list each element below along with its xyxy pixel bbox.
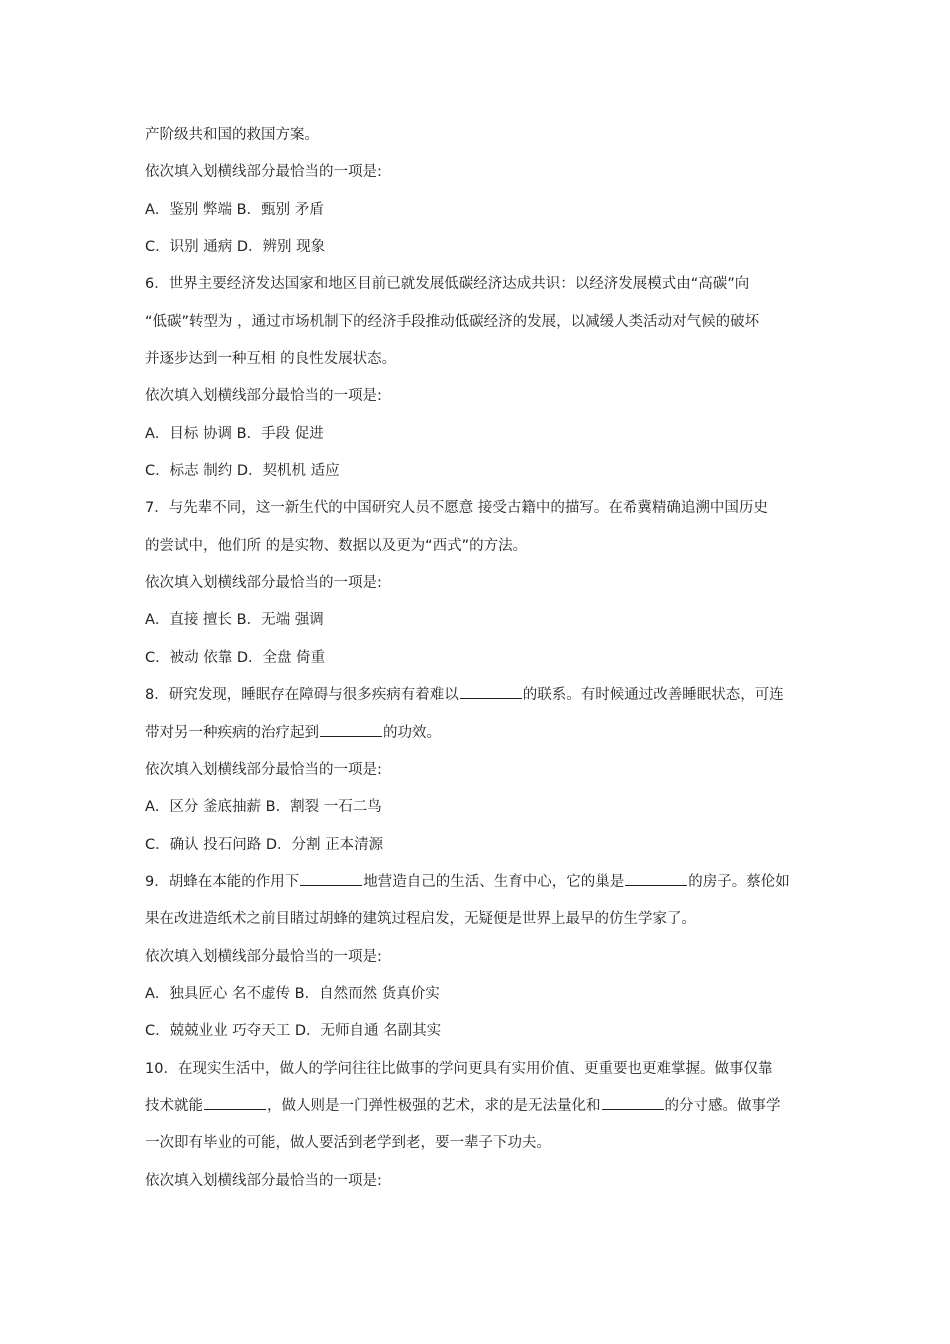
text: 依次填入划横线部分最恰当的一项是: — [145, 761, 382, 778]
text: 技术就能 — [145, 1097, 203, 1114]
text: 并逐步达到一种互相 的良性发展状态。 — [145, 351, 397, 368]
text: “低碳”转型为 ，通过市场机制下的经济手段推动低碳经济的发展，以减缓人类活动对气候的破坏 — [145, 313, 760, 330]
text: 8．研究发现，睡眠存在障碍与很多疾病有着难以 — [145, 687, 459, 704]
text: C．确认 投石问路 D．分割 正本清源 — [145, 836, 384, 853]
text: C．标志 制约 D．契机机 适应 — [145, 463, 340, 480]
text: 依次填入划横线部分最恰当的一项是: — [145, 948, 382, 965]
question-9-line-1 — [145, 870, 810, 907]
text: 一次即有毕业的可能，做人要活到老学到老，要一辈子下功夫。 — [145, 1135, 551, 1152]
text: A．目标 协调 B．手段 促进 — [145, 425, 324, 442]
text: A．直接 擅长 B．无端 强调 — [145, 612, 324, 629]
text: A．鉴别 弊端 B．甄别 矛盾 — [145, 201, 324, 218]
text: 的房子。蔡伦如 — [688, 873, 790, 890]
text: 的分寸感。做事学 — [664, 1097, 781, 1114]
text: 的功效。 — [383, 724, 441, 741]
fill-blank — [204, 1094, 266, 1110]
question-9-line-2 — [145, 907, 810, 944]
question-6-line-3 — [145, 347, 810, 384]
question-prompt — [145, 160, 810, 197]
question-prompt — [145, 571, 810, 608]
fill-blank — [602, 1094, 664, 1110]
answer-option — [145, 646, 810, 683]
text: 依次填入划横线部分最恰当的一项是: — [145, 575, 382, 592]
fill-blank — [320, 721, 382, 737]
text: C．识别 通病 D．辨别 现象 — [145, 239, 326, 256]
text: 果在改进造纸术之前目睹过胡蜂的建筑过程启发，无疑便是世界上最早的仿生学家了。 — [145, 911, 696, 928]
text: 6．世界主要经济发达国家和地区目前已就发展低碳经济达成共识：以经济发展模式由“高碳”向 — [145, 276, 750, 293]
text: 的尝试中，他们所 的是实物、数据以及更为“西式”的方法。 — [145, 537, 528, 554]
fill-blank — [460, 683, 522, 699]
fill-blank — [300, 870, 362, 886]
text: 9．胡蜂在本能的作用下 — [145, 873, 300, 890]
question-10-line-1 — [145, 1057, 810, 1094]
text: 10．在现实生活中，做人的学问往往比做事的学问更具有实用价值、更重要也更难掌握。做事仅靠 — [145, 1060, 773, 1077]
fill-blank — [625, 870, 687, 886]
answer-option — [145, 459, 810, 496]
text: C．被动 依靠 D．全盘 倚重 — [145, 649, 326, 666]
answer-option — [145, 833, 810, 870]
question-10-line-2 — [145, 1094, 810, 1131]
question-6-line-2 — [145, 310, 810, 347]
text: 7．与先辈不同，这一新生代的中国研究人员不愿意 接受古籍中的描写。在希冀精确追溯中国历史 — [145, 500, 768, 517]
answer-option — [145, 422, 810, 459]
answer-option — [145, 1019, 810, 1056]
question-6-line-1 — [145, 272, 810, 309]
question-7-line-1 — [145, 496, 810, 533]
text: 依次填入划横线部分最恰当的一项是: — [145, 388, 382, 405]
answer-option — [145, 982, 810, 1019]
question-prompt — [145, 945, 810, 982]
answer-option — [145, 198, 810, 235]
question-8-line-1 — [145, 683, 810, 720]
question-8-line-2 — [145, 721, 810, 758]
text: 的联系。有时候通过改善睡眠状态，可连 — [522, 687, 784, 704]
text: 产阶级共和国的救国方案。 — [145, 127, 319, 143]
question-7-line-2 — [145, 534, 810, 571]
question-prompt — [145, 758, 810, 795]
text: 带对另一种疾病的治疗起到 — [145, 724, 319, 741]
text: ，做人则是一门弹性极强的艺术，求的是无法量化和 — [267, 1097, 601, 1114]
answer-option — [145, 795, 810, 832]
text: 依次填入划横线部分最恰当的一项是: — [145, 1172, 382, 1189]
question-prompt — [145, 384, 810, 421]
paragraph-line — [145, 123, 810, 160]
question-10-line-3 — [145, 1131, 810, 1168]
text: C．兢兢业业 巧夺天工 D．无师自通 名副其实 — [145, 1023, 442, 1040]
text: 依次填入划横线部分最恰当的一项是: — [145, 164, 382, 181]
answer-option — [145, 235, 810, 272]
text: A．区分 釜底抽薪 B．割裂 一石二鸟 — [145, 799, 382, 816]
answer-option — [145, 608, 810, 645]
document-body — [145, 123, 810, 1206]
text: 地营造自己的生活、生育中心，它的巢是 — [363, 873, 625, 890]
question-prompt — [145, 1169, 810, 1206]
text: A．独具匠心 名不虚传 B．自然而然 货真价实 — [145, 985, 440, 1002]
